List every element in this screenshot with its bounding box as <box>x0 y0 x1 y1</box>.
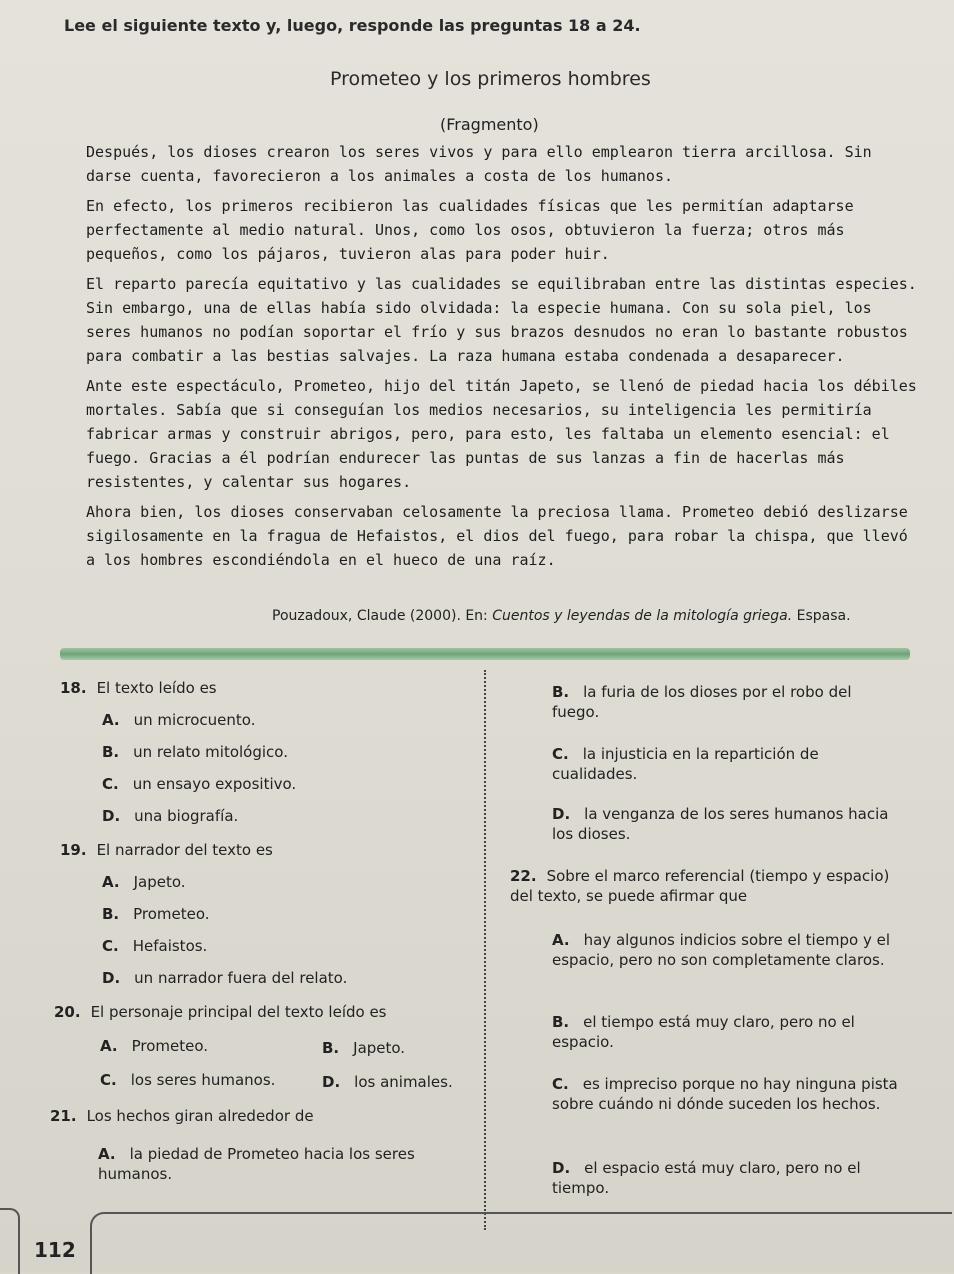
paragraph: En efecto, los primeros recibieron las cualidades físicas que les permitían adaptarse perfectamente al medio natural. Unos, como los osos, obtuvieron la fuerza; otros más pequeños, como los pájaros, tuvieron alas para poder huir. <box>86 197 854 263</box>
option-18a[interactable] <box>102 710 255 730</box>
option-text: un relato mitológico. <box>133 743 288 761</box>
option-text: la piedad de Prometeo hacia los seres humanos. <box>98 1145 415 1183</box>
source-title: Cuentos y leyendas de la mitología griega. <box>492 608 793 624</box>
option-letter: B. <box>102 905 120 923</box>
option-19d[interactable] <box>102 968 347 988</box>
option-text: la venganza de los seres humanos hacia los dioses. <box>552 805 889 843</box>
option-22a[interactable] <box>552 930 922 970</box>
option-letter: D. <box>322 1073 341 1091</box>
footer-frame <box>90 1212 952 1274</box>
question-text: El texto leído es <box>96 679 217 697</box>
question-text: Los hechos giran alrededor de <box>86 1107 314 1125</box>
question-text: El personaje principal del texto leído es <box>90 1003 387 1021</box>
option-20a[interactable] <box>100 1036 208 1056</box>
question-text: El narrador del texto es <box>96 841 273 859</box>
option-letter: B. <box>552 1013 570 1031</box>
option-text: Japeto. <box>133 873 186 891</box>
option-text: es impreciso porque no hay ninguna pista sobre cuándo ni dónde suceden los hechos. <box>552 1075 898 1113</box>
question-20 <box>54 1002 387 1022</box>
question-number: 19. <box>60 841 87 859</box>
option-20c[interactable] <box>100 1070 275 1090</box>
paragraph: El reparto parecía equitativo y las cualidades se equilibraban entre las distintas especies. Sin embargo, una de ellas había sido olvidada: la especie humana. Con su sola piel, los seres humanos no podían soportar el frío y sus brazos desnudos no eran lo bastante robustos para combatir a las bestias salvajes. La raza humana estaba condenada a desaparecer. <box>86 275 917 365</box>
story-passage <box>86 140 918 578</box>
option-19a[interactable] <box>102 872 186 892</box>
paragraph: Ahora bien, los dioses conservaban celosamente la preciosa llama. Prometeo debió deslizarse sigilosamente en la fragua de Hefaistos, el dios del fuego, para robar la chispa, que llevó a los hombres escondiéndola en el hueco de una raíz. <box>86 503 908 569</box>
option-text: la furia de los dioses por el robo del fuego. <box>552 683 852 721</box>
option-text: Hefaistos. <box>132 937 208 955</box>
option-18c[interactable] <box>102 774 296 794</box>
option-text: una biografía. <box>134 807 239 825</box>
option-22c[interactable] <box>552 1074 922 1114</box>
option-text: el espacio está muy claro, pero no el tiempo. <box>552 1159 861 1197</box>
page-number: 112 <box>34 1238 76 1262</box>
option-text: Prometeo. <box>131 1037 209 1055</box>
option-21d[interactable] <box>552 804 902 844</box>
source-citation <box>272 608 851 624</box>
option-letter: A. <box>102 711 120 729</box>
option-text: el tiempo está muy claro, pero no el espacio. <box>552 1013 855 1051</box>
question-22 <box>510 866 900 906</box>
option-text: hay algunos indicios sobre el tiempo y el espacio, pero no son completamente claros. <box>552 931 891 969</box>
option-text: la injusticia en la repartición de cualidades. <box>552 745 819 783</box>
option-18b[interactable] <box>102 742 288 762</box>
option-text: un microcuento. <box>133 711 256 729</box>
story-title: Prometeo y los primeros hombres <box>330 68 651 90</box>
option-letter: B. <box>552 683 570 701</box>
option-letter: B. <box>102 743 120 761</box>
question-18 <box>60 678 217 698</box>
question-number: 20. <box>54 1003 81 1021</box>
question-21 <box>50 1106 314 1126</box>
question-19 <box>60 840 273 860</box>
option-19c[interactable] <box>102 936 207 956</box>
option-letter: C. <box>552 745 569 763</box>
option-21a[interactable] <box>98 1144 468 1184</box>
option-text: Prometeo. <box>133 905 210 923</box>
option-text: los animales. <box>354 1073 453 1091</box>
option-letter: A. <box>102 873 120 891</box>
paragraph: Ante este espectáculo, Prometeo, hijo del titán Japeto, se llenó de piedad hacia los débiles mortales. Sabía que si conseguían los medios necesarios, su inteligencia les permitiría fabricar armas y construir abrigos, pero, para esto, les faltaba un elemento esencial: el fuego. Gracias a él podrían endurecer las puntas de sus lanzas a fin de hacerlas más resistentes, y calentar sus hogares. <box>86 377 917 491</box>
option-letter: C. <box>102 937 119 955</box>
option-letter: D. <box>102 807 121 825</box>
option-letter: B. <box>322 1039 340 1057</box>
option-20d[interactable] <box>322 1072 453 1092</box>
source-suffix: Espasa. <box>796 608 851 624</box>
option-letter: A. <box>98 1145 116 1163</box>
section-divider <box>60 648 910 660</box>
question-text: Sobre el marco referencial (tiempo y espacio) del texto, se puede afirmar que <box>510 867 890 905</box>
option-19b[interactable] <box>102 904 210 924</box>
option-22b[interactable] <box>552 1012 912 1052</box>
story-subtitle: (Fragmento) <box>440 115 539 134</box>
question-number: 22. <box>510 867 537 885</box>
instructions-header: Lee el siguiente texto y, luego, responde las preguntas 18 a 24. <box>64 16 641 35</box>
option-letter: D. <box>552 805 571 823</box>
option-letter: C. <box>102 775 119 793</box>
question-number: 21. <box>50 1107 77 1125</box>
option-letter: C. <box>552 1075 569 1093</box>
option-21c[interactable] <box>552 744 902 784</box>
option-letter: D. <box>552 1159 571 1177</box>
option-letter: C. <box>100 1071 117 1089</box>
column-separator <box>484 670 486 1230</box>
source-prefix: Pouzadoux, Claude (2000). En: <box>272 608 488 624</box>
option-text: un narrador fuera del relato. <box>134 969 348 987</box>
option-20b[interactable] <box>322 1038 405 1058</box>
option-text: los seres humanos. <box>130 1071 276 1089</box>
option-letter: A. <box>552 931 570 949</box>
paragraph: Después, los dioses crearon los seres vivos y para ello emplearon tierra arcillosa. Sin darse cuenta, favorecieron a los animales a costa de los humanos. <box>86 143 872 185</box>
question-number: 18. <box>60 679 87 697</box>
option-text: un ensayo expositivo. <box>132 775 297 793</box>
option-18d[interactable] <box>102 806 238 826</box>
option-21b[interactable] <box>552 682 902 722</box>
option-letter: A. <box>100 1037 118 1055</box>
option-22d[interactable] <box>552 1158 912 1198</box>
page-tab <box>0 1208 20 1274</box>
option-text: Japeto. <box>353 1039 406 1057</box>
option-letter: D. <box>102 969 121 987</box>
